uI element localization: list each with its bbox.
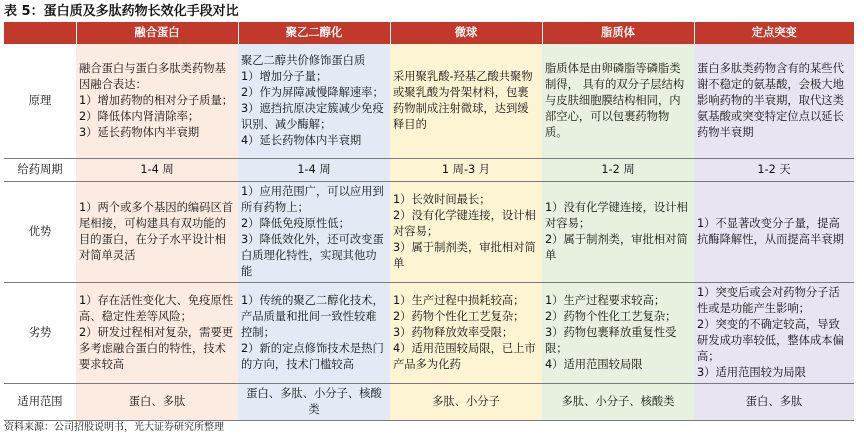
cell-line: 1）两个或多个基因的编码区首尾相接，可构建具有双功能的目的蛋白，在分子水平设计相对简单灵活: [79, 201, 234, 262]
header-microsphere: 微球: [390, 22, 542, 44]
disadvantage-fusion: [76, 283, 238, 384]
scope-microsphere: 多肽、小分子: [390, 384, 542, 421]
advantage-liposome: [542, 182, 694, 283]
header-row: [4, 22, 854, 44]
cell-line: 脂质体是由卵磷脂等磷脂类制得， 具有的双分子层结构与皮肤细胞膜结构相同，内部空心，可以包裹药物物质。: [545, 62, 685, 139]
cell-line: 3）药物释放效率受限；: [393, 326, 514, 339]
principle-mutation: [694, 44, 854, 159]
cell-line: 1）不显著改变分子量，提高抗酶降解性，从而提高半衰期: [697, 217, 844, 246]
disadvantage-liposome: [542, 283, 694, 384]
principle-peg: [238, 44, 390, 159]
scope-peg: 蛋白、多肽、小分子、核酸类: [238, 384, 390, 421]
row-label-scope: 适用范围: [4, 384, 76, 421]
cell-line: 2）降低免疫原性低；: [241, 217, 350, 230]
disadvantage-peg: [238, 283, 390, 384]
cell-line: 2）研发过程相对复杂，需要更多考虑融合蛋白的特性，技术要求较高: [79, 326, 234, 371]
row-advantage: [4, 182, 854, 283]
header-pegylation: 聚乙二醇化: [238, 22, 390, 44]
cell-line: 1）突变后或会对药物分子活性或是功能产生影响；: [697, 286, 840, 315]
cell-line: 1）生产过程中损耗较高；: [393, 294, 525, 307]
row-principle: [4, 44, 854, 159]
cell-line: 采用聚乳酸-羟基乙酸共聚物或聚乳酸为骨架材料，包裹药物制成注射微球，达到缓释目的: [393, 70, 533, 131]
cell-line: 3）药物包裹释放重复性受限；: [545, 326, 677, 355]
cell-line: 3）属于制剂类，审批相对简单: [393, 241, 536, 270]
cell-line: 2）药物个性化工艺复杂；: [545, 310, 677, 323]
header-fusion-protein: 融合蛋白: [76, 22, 238, 44]
cell-line: 融合蛋白与蛋白多肽类药物基因融合表达：: [79, 62, 226, 91]
header-liposome: 脂质体: [542, 22, 694, 44]
cell-line: 1）生产过程要求较高；: [545, 294, 666, 307]
scope-mutation: 蛋白、多肽: [694, 384, 854, 421]
scope-fusion: 蛋白、多肽: [76, 384, 238, 421]
cycle-microsphere: 1 周-3 月: [390, 159, 542, 182]
source-note: 资料来源：公司招股说明书，光大证券研究所整理: [4, 422, 224, 433]
cell-line: 2）新的定点修饰技术是热门的方向，技术门槛较高: [241, 342, 384, 371]
cell-line: 2）没有化学键连接，设计相对容易；: [393, 209, 536, 238]
cell-line: 2）药物个性化工艺复杂；: [393, 310, 525, 323]
cell-line: 1）应用范围广，可以应用到所有药物上；: [241, 185, 384, 214]
cell-line: 2）突变的不确定较高，导致研发成功率较低，整体成本偏高；: [697, 318, 844, 363]
cell-line: 4）适用范围较局限: [545, 358, 643, 371]
comparison-table: [4, 22, 854, 421]
principle-liposome: [542, 44, 694, 159]
principle-microsphere: [390, 44, 542, 159]
cycle-liposome: 1-2 周: [542, 159, 694, 182]
cell-line: 2）属于制剂类，审批相对简单: [545, 233, 688, 262]
cell-line: 聚乙二醇共价修饰蛋白质: [241, 54, 366, 67]
header-empty: [4, 22, 76, 44]
cell-line: 3）适用范围较为局限: [697, 366, 806, 379]
row-label-principle: 原理: [4, 44, 76, 159]
cell-line: 蛋白多肽类药物含有的某些代谢不稳定的氨基酸，会极大地影响药物的半衰期，取代这类氨基酸或突变特定位点以延长药物半衰期: [697, 62, 844, 139]
row-disadvantage: [4, 283, 854, 384]
header-site-mutation: 定点突变: [694, 22, 854, 44]
row-label-advantage: 优势: [4, 182, 76, 283]
row-scope: [4, 384, 854, 421]
scope-liposome: 多肽、小分子、核酸类: [542, 384, 694, 421]
cell-line: 3）延长药物体内半衰期: [79, 126, 200, 139]
principle-fusion: [76, 44, 238, 159]
cell-line: 1）长效时间最长；: [393, 193, 491, 206]
cell-line: 4）适用范围较局限，已上市产品多为化药: [393, 342, 536, 371]
cell-line: 2）降低体内肾清除率；: [79, 110, 200, 123]
advantage-mutation: [694, 182, 854, 283]
cell-line: 3）降低效化外，还可改变蛋白质理化特性，实现其他功能: [241, 233, 384, 278]
cell-line: 1）增加分子量；: [241, 70, 328, 83]
cell-line: 1）没有化学键连接，设计相对容易；: [545, 201, 688, 230]
cycle-peg: 1-4 周: [238, 159, 390, 182]
advantage-fusion: [76, 182, 238, 283]
row-cycle: [4, 159, 854, 182]
disadvantage-microsphere: [390, 283, 542, 384]
table-title: 表 5：蛋白质及多肽药物长效化手段对比: [4, 4, 239, 19]
cell-line: 1）存在活性变化大、免疫原性高、稳定性差等风险；: [79, 294, 234, 323]
disadvantage-mutation: [694, 283, 854, 384]
cell-line: 2）作为屏障减慢降解速率；: [241, 86, 384, 99]
cell-line: 4）延长药物体内半衰期: [241, 134, 362, 147]
cell-line: 1）传统的聚乙二醇化技术，产品质量和批间一致性较难控制；: [241, 294, 384, 339]
advantage-microsphere: [390, 182, 542, 283]
cycle-mutation: 1-2 天: [694, 159, 854, 182]
row-label-cycle: 给药周期: [4, 159, 76, 182]
cell-line: 1）增加药物的相对分子质量；: [79, 94, 234, 107]
advantage-peg: [238, 182, 390, 283]
cell-line: 3）遮挡抗原决定簇减少免疫识别、减少酶解；: [241, 102, 384, 131]
row-label-disadvantage: 劣势: [4, 283, 76, 384]
cycle-fusion: 1-4 周: [76, 159, 238, 182]
